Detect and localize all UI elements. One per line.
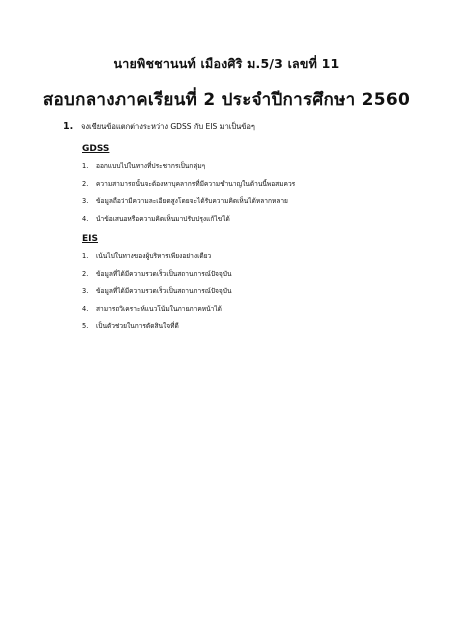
question-1: [63, 121, 413, 133]
question-text: จงเขียนข้อแตกต่างระหว่าง GDSS กับ EIS มาเป็นข้อๆ: [81, 122, 255, 131]
section-eis: [82, 232, 423, 340]
gdss-list: [82, 162, 423, 232]
section-gdss: [82, 142, 423, 232]
item-text: ข้อมูลที่ได้มีความรวดเร็วเป็นสถานการณ์ปัจจุบัน: [96, 287, 232, 295]
section-heading-eis: EIS: [82, 234, 98, 244]
item-text: ข้อมูลถือว่ามีความละเอียดสูงโดยจะได้รับความคิดเห็นได้หลากหลาย: [96, 197, 288, 205]
list-item: [82, 322, 423, 340]
item-text: เป็นตัวช่วยในการตัดสินใจที่ดี: [96, 322, 179, 330]
item-number: 2.: [82, 269, 89, 278]
item-text: เน้นไปในทางของผู้บริหารเพียงอย่างเดียว: [96, 252, 212, 260]
item-number: 5.: [82, 322, 89, 330]
student-info-line: นายพิชชานนท์ เมืองศิริ ม.5/3 เลขที่ 11: [113, 56, 340, 71]
eis-list: [82, 252, 423, 340]
item-number: 2.: [82, 179, 89, 188]
list-item: [82, 305, 423, 323]
item-text: นำข้อเสนอหรือความคิดเห็นมาปรับปรุงแก้ไขได้: [96, 214, 230, 223]
question-number: 1.: [63, 121, 74, 132]
item-number: 4.: [82, 214, 89, 223]
item-number: 3.: [82, 197, 89, 205]
list-item: [82, 252, 423, 270]
item-text: ข้อมูลที่ได้มีความรวดเร็วเป็นสถานการณ์ปัจจุบัน: [96, 269, 232, 278]
list-item: [82, 180, 423, 198]
item-number: 4.: [82, 304, 89, 313]
list-item: [82, 287, 423, 305]
item-text: ความสามารถนั้นจะต้องหาบุคลากรที่มีความชำนาญในด้านนี้พอสมควร: [96, 179, 296, 188]
list-item: [82, 162, 423, 180]
item-number: 3.: [82, 287, 89, 295]
item-text: สามารถวิเคราะห์แนวโน้มในภายภาคหน้าได้: [96, 304, 222, 313]
list-item: [82, 197, 423, 215]
section-heading-gdss: GDSS: [82, 144, 110, 154]
list-item: [82, 270, 423, 288]
exam-title: สอบกลางภาคเรียนที่ 2 ประจำปีการศึกษา 2560: [42, 90, 411, 110]
item-number: 1.: [82, 252, 89, 260]
list-item: [82, 215, 423, 233]
item-text: ออกแบบไปในทางที่ประชากรเป็นกลุ่มๆ: [96, 162, 206, 170]
item-number: 1.: [82, 162, 89, 170]
